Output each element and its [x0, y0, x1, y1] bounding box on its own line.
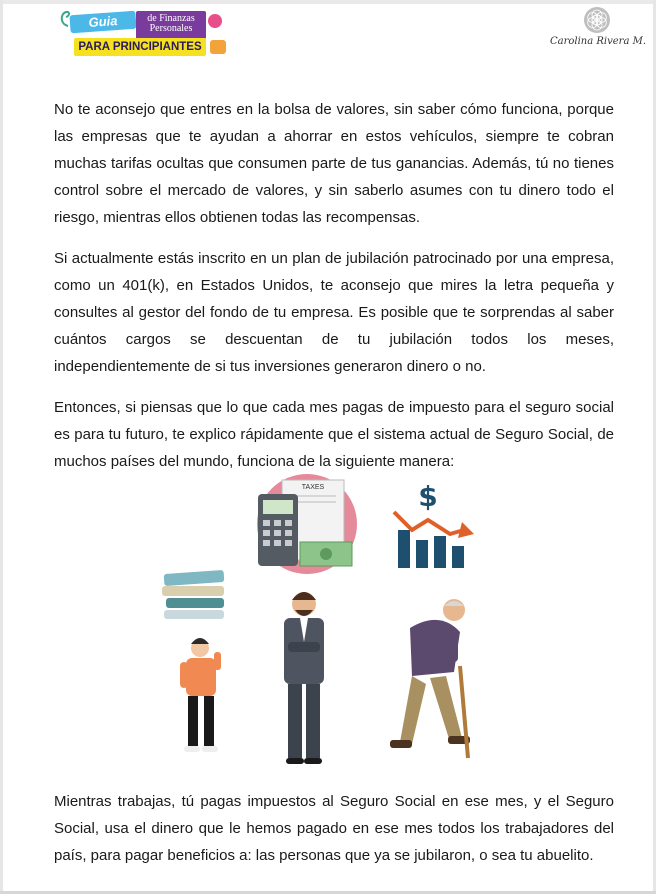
taxes-label: TAXES [301, 484, 325, 491]
logo-word-finanzas: de Finanzas Personales [136, 11, 206, 39]
document-body [54, 96, 614, 489]
young-boy-figure [180, 638, 221, 752]
declining-chart-icon [394, 480, 474, 568]
paragraph-stock-market: No te aconsejo que entres en la bolsa de valores, sin saber cómo funciona, porque las empresas que te ayudan a ahorrar en estos vehículos, siempre te cobran muchas tarifas ocultas que consumen parte de tus ganancias. Además, tú no tienes control sobre el mercado de valores, y sin saberlo asumes con tu dinero todo el riesgo, mientras ellos obtienen todas las recompensas. [54, 101, 614, 226]
flower-of-life-icon [583, 6, 611, 34]
social-security-illustration [150, 472, 490, 772]
paragraph-retirement-plan: Si actualmente estás inscrito en un plan de jubilación patrocinado por una empresa, como un 401(k), en Estados Unidos, te aconsejo que mires la letra pequeña y consultes al gestor del fondo de tu empresa. Es posible que te sorprendas al saber cuántos cargos se descuentan de tu jubilación todos los meses, independientemente de si tus inversiones generaron dinero o no. [54, 250, 614, 375]
taxes-calculator-icon [257, 474, 357, 574]
logo-flower-icon [208, 14, 222, 28]
elderly-man-figure [390, 599, 470, 758]
guide-logo [58, 6, 238, 58]
logo-word-principiantes: PARA PRINCIPIANTES [74, 38, 206, 56]
adult-man-figure [284, 592, 324, 764]
page-top-edge [0, 0, 656, 4]
paragraph-closing: Mientras trabajas, tú pagas impuestos al Seguro Social en ese mes, y el Seguro Social, usa el dinero que le hemos pagado en ese mes todos los trabajadores del país, para pagar beneficios a: las personas que ya se jubilaron, o sea tu abuelito. [54, 793, 614, 864]
logo-gift-icon [210, 40, 226, 54]
page-left-edge [0, 0, 3, 894]
paragraph-social-security: Entonces, si piensas que lo que cada mes pagas de impuesto para el seguro social es para tu futuro, te explico rápidamente que el sistema actual de Seguro Social, de muchos países del mundo, funciona de la siguiente manera: [54, 399, 614, 470]
author-signature: Carolina Rivera M. [549, 36, 647, 47]
logo-word-guia: Guia [69, 11, 136, 34]
books-stack-icon [162, 570, 224, 619]
dollar-symbol: $ [418, 480, 438, 513]
